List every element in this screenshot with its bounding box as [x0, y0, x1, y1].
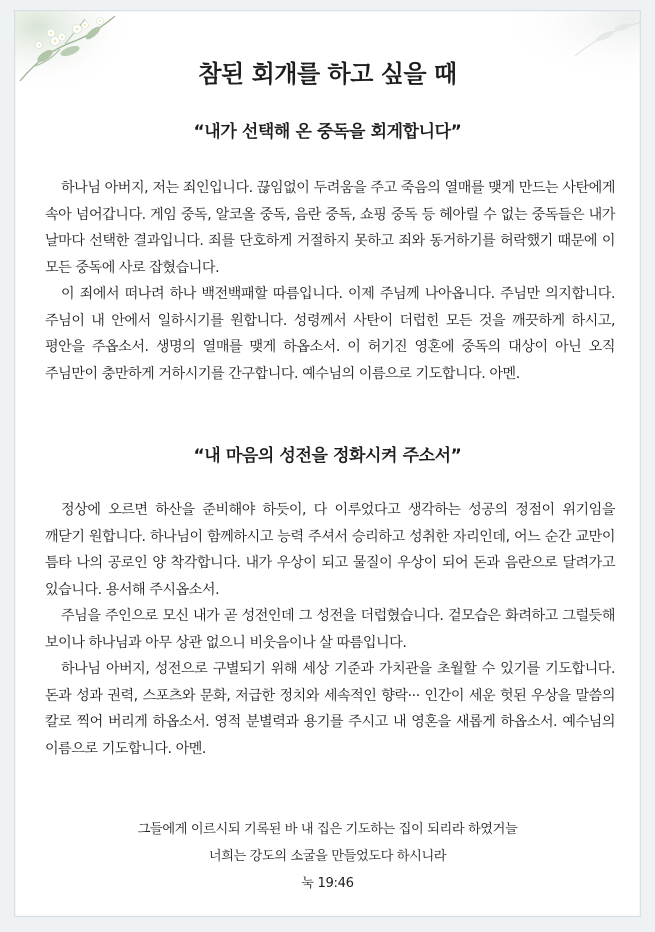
section-heading-2: “내 마음의 성전을 정화시켜 주소서” — [193, 446, 462, 466]
paragraph: 하나님 아버지, 성전으로 구별되기 위해 세상 기준과 가치관을 초월할 수 있기를 기도합니다. 돈과 성과 권력, 스포츠와 문화, 저급한 정치와 세속적인 향락··· 인간이 세운 헛된 우상을 말씀의 칼로 찍어 버리게 하옵소서. 영적 분별력과 용기를 주시고 내 영혼을 새롭게 하옵소서. 예수님의 이름으로 기도합니다. 아멘. — [45, 661, 615, 757]
verse-line: 너희는 강도의 소굴을 만들었도다 하시니라 — [208, 849, 447, 864]
verse-line: 그들에게 이르시되 기록된 바 내 집은 기도하는 집이 되리라 하였거늘 — [137, 822, 518, 837]
paragraph: 주님을 주인으로 모신 내가 곧 성전인데 그 성전을 더럽혔습니다. 겉모습은 화려하고 그럴듯해 보이나 하나님과 아무 상관 없으니 비웃음이나 살 따름입니다. — [45, 608, 615, 651]
paragraph: 이 죄에서 떠나려 하나 백전백패할 따름입니다. 이제 주님께 나아옵니다. 주님만 의지합니다. 주님이 내 안에서 일하시기를 원합니다. 성령께서 사탄이 더럽힌 모든 것을 깨끗하게 하시고, 평안을 주옵소서. 생명의 열매를 맺게 하옵소서. 이 허기진 영혼에 중독의 대상이 아닌 오직 주님만이 충만하게 거하시기를 간구합니다. 예수님의 이름으로 기도합니다. 아멘. — [45, 286, 615, 382]
document-page — [14, 10, 641, 917]
section-1-body — [45, 175, 615, 387]
section-heading-1: “내가 선택해 온 중독을 회게합니다” — [193, 122, 462, 142]
section-2-body — [45, 497, 615, 762]
paragraph: 하나님 아버지, 저는 죄인입니다. 끊임없이 두려움을 주고 죽음의 열매를 맺게 만드는 사탄에게 속아 넘어갑니다. 게임 중독, 알코올 중독, 음란 중독, 쇼핑 중독 등 헤아릴 수 없는 중독들은 내가 날마다 선택한 결과입니다. 죄를 단호하게 거절하지 못하고 죄와 동거하기를 허락했기 때문에 이 모든 중독에 사로 잡혔습니다. — [45, 180, 615, 276]
page-title: 참된 회개를 하고 싶을 때 — [198, 60, 457, 88]
scripture-verse — [15, 816, 640, 897]
paragraph: 정상에 오르면 하산을 준비해야 하듯이, 다 이루었다고 생각하는 성공의 정점이 위기임을 깨닫기 원합니다. 하나님이 함께하시고 능력 주셔서 승리하고 성취한 자리인데, 어느 순간 교만이 틈타 나의 공로인 양 착각합니다. 내가 우상이 되고 물질이 우상이 되어 돈과 음란으로 달려가고 있습니다. 용서해 주시옵소서. — [45, 502, 615, 598]
verse-reference: 눅 19:46 — [301, 876, 354, 891]
